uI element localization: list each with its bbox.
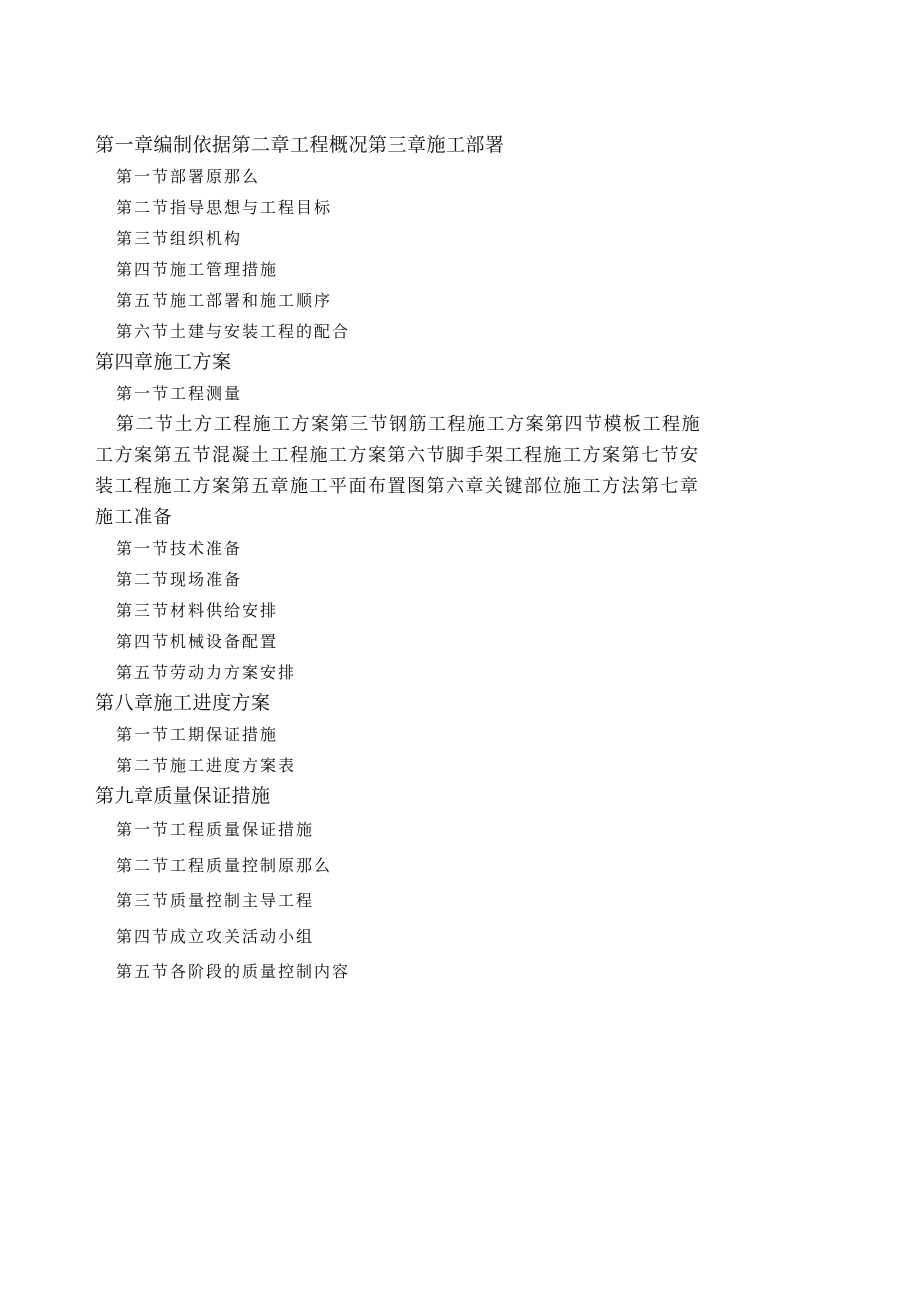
toc-section[interactable]: 第三节质量控制主导工程 [116,891,315,910]
toc-combined-entries[interactable]: 第二节土方工程施工方案第三节钢筋工程施工方案第四节模板工程施工方案第五节混凝土工程施工方案第六节脚手架工程施工方案第七节安装工程施工方案第五章施工平面布置图第六章关键部位施工方法第七章施工准备 [95,414,701,528]
toc-section[interactable]: 第一节工程质量保证措施 [116,820,315,839]
toc-section[interactable]: 第三节材料供给安排 [116,601,279,620]
toc-section[interactable]: 第四节施工管理措施 [116,260,279,279]
toc-section[interactable]: 第一节工程测量 [116,384,243,403]
toc-chapters-1-3[interactable]: 第一章编制依据第二章工程概况第三章施工部署 [95,134,505,156]
toc-section[interactable]: 第一节技术准备 [116,539,243,558]
toc-section[interactable]: 第二节现场准备 [116,570,243,589]
toc-section[interactable]: 第六节土建与安装工程的配合 [116,322,351,341]
table-of-contents [95,130,715,990]
toc-section[interactable]: 第四节机械设备配置 [116,632,279,651]
toc-section[interactable]: 第二节指导思想与工程目标 [116,198,333,217]
toc-section[interactable]: 第二节工程质量控制原那么 [116,855,333,875]
toc-section[interactable]: 第三节组织机构 [116,229,243,248]
toc-section[interactable]: 第五节各阶段的质量控制内容 [116,962,351,981]
toc-section[interactable]: 第五节施工部署和施工顺序 [116,291,333,310]
toc-section[interactable]: 第四节成立攻关活动小组 [116,926,315,946]
toc-section[interactable]: 第五节劳动力方案安排 [116,663,297,682]
toc-section[interactable]: 第二节施工进度方案表 [116,756,297,775]
toc-chapter-9[interactable]: 第九章质量保证措施 [95,785,271,807]
toc-chapter-8[interactable]: 第八章施工进度方案 [95,692,271,714]
toc-section[interactable]: 第一节工期保证措施 [116,725,279,744]
toc-section[interactable]: 第一节部署原那么 [116,167,261,186]
toc-chapter-4[interactable]: 第四章施工方案 [95,351,232,373]
